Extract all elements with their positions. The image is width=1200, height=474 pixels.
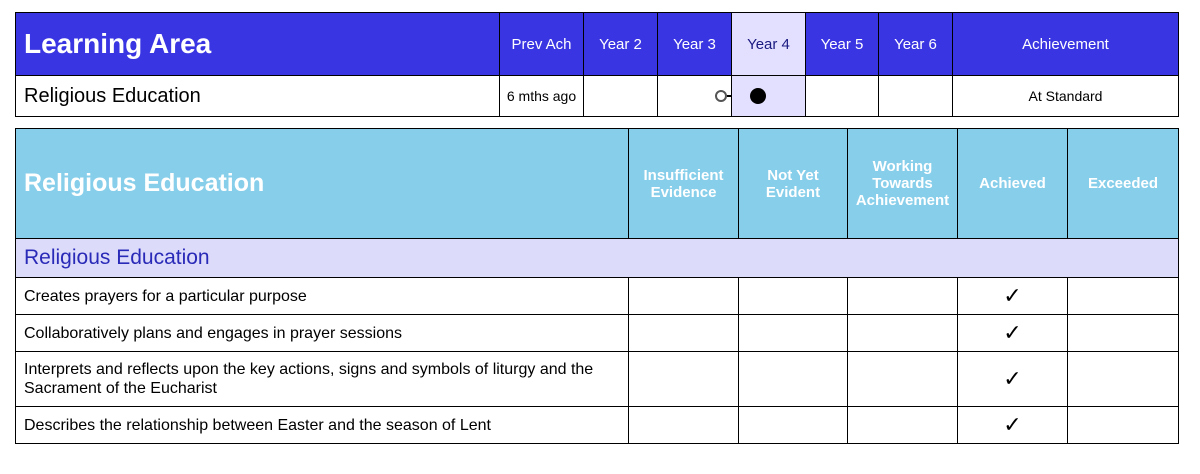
year-5-cell (806, 76, 879, 117)
rating-cell (1068, 407, 1179, 444)
current-level-marker (750, 88, 766, 104)
detail-header-row (16, 129, 1179, 239)
learning-area-summary-table (15, 12, 1179, 117)
table-row (16, 407, 1179, 444)
subject-summary-row (16, 76, 1179, 117)
rating-cell (958, 278, 1068, 315)
insufficient-evidence-header: Insufficient Evidence (629, 129, 739, 239)
exceeded-header: Exceeded (1068, 129, 1179, 239)
year-2-header: Year 2 (584, 13, 658, 76)
item-description: Describes the relationship between Easter and the season of Lent (16, 407, 629, 444)
table-row (16, 352, 1179, 407)
rating-cell (848, 352, 958, 407)
item-description: Interprets and reflects upon the key actions, signs and symbols of liturgy and the Sacrament of the Eucharist (16, 352, 629, 407)
checkmark-icon: ✓ (1003, 366, 1022, 391)
item-description: Creates prayers for a particular purpose (16, 278, 629, 315)
summary-header-row (16, 13, 1179, 76)
detail-title: Religious Education (16, 129, 629, 239)
year-5-header: Year 5 (806, 13, 879, 76)
rating-cell (739, 352, 848, 407)
rating-cell (629, 407, 739, 444)
item-description: Collaboratively plans and engages in prayer sessions (16, 315, 629, 352)
year-2-cell (584, 76, 658, 117)
year-4-cell (732, 76, 806, 117)
rating-cell (739, 407, 848, 444)
not-yet-evident-header: Not Yet Evident (739, 129, 848, 239)
rating-cell (958, 407, 1068, 444)
checkmark-icon: ✓ (1003, 283, 1022, 308)
table-row (16, 315, 1179, 352)
rating-cell (958, 315, 1068, 352)
category-row (16, 239, 1179, 278)
working-towards-header: Working Towards Achievement (848, 129, 958, 239)
rating-cell (958, 352, 1068, 407)
rating-cell (1068, 352, 1179, 407)
rating-cell (1068, 278, 1179, 315)
rating-cell (629, 278, 739, 315)
rating-cell (739, 278, 848, 315)
table-row (16, 278, 1179, 315)
year-4-header: Year 4 (732, 13, 806, 76)
rating-cell (848, 315, 958, 352)
rating-cell (629, 352, 739, 407)
year-6-cell (879, 76, 953, 117)
achievement-header: Achievement (953, 13, 1179, 76)
subject-name: Religious Education (16, 76, 500, 117)
rating-cell (848, 407, 958, 444)
rating-cell (848, 278, 958, 315)
category-label: Religious Education (16, 239, 1179, 278)
checkmark-icon: ✓ (1003, 320, 1022, 345)
rating-cell (739, 315, 848, 352)
year-6-header: Year 6 (879, 13, 953, 76)
learning-area-title: Learning Area (16, 13, 500, 76)
year-3-header: Year 3 (658, 13, 732, 76)
religious-education-detail-table (15, 128, 1179, 444)
year-3-cell (658, 76, 732, 117)
achieved-header: Achieved (958, 129, 1068, 239)
prev-ach-value: 6 mths ago (500, 76, 584, 117)
achievement-value: At Standard (953, 76, 1179, 117)
rating-cell (1068, 315, 1179, 352)
rating-cell (629, 315, 739, 352)
previous-level-marker (715, 90, 727, 102)
prev-ach-header: Prev Ach (500, 13, 584, 76)
checkmark-icon: ✓ (1003, 412, 1022, 437)
